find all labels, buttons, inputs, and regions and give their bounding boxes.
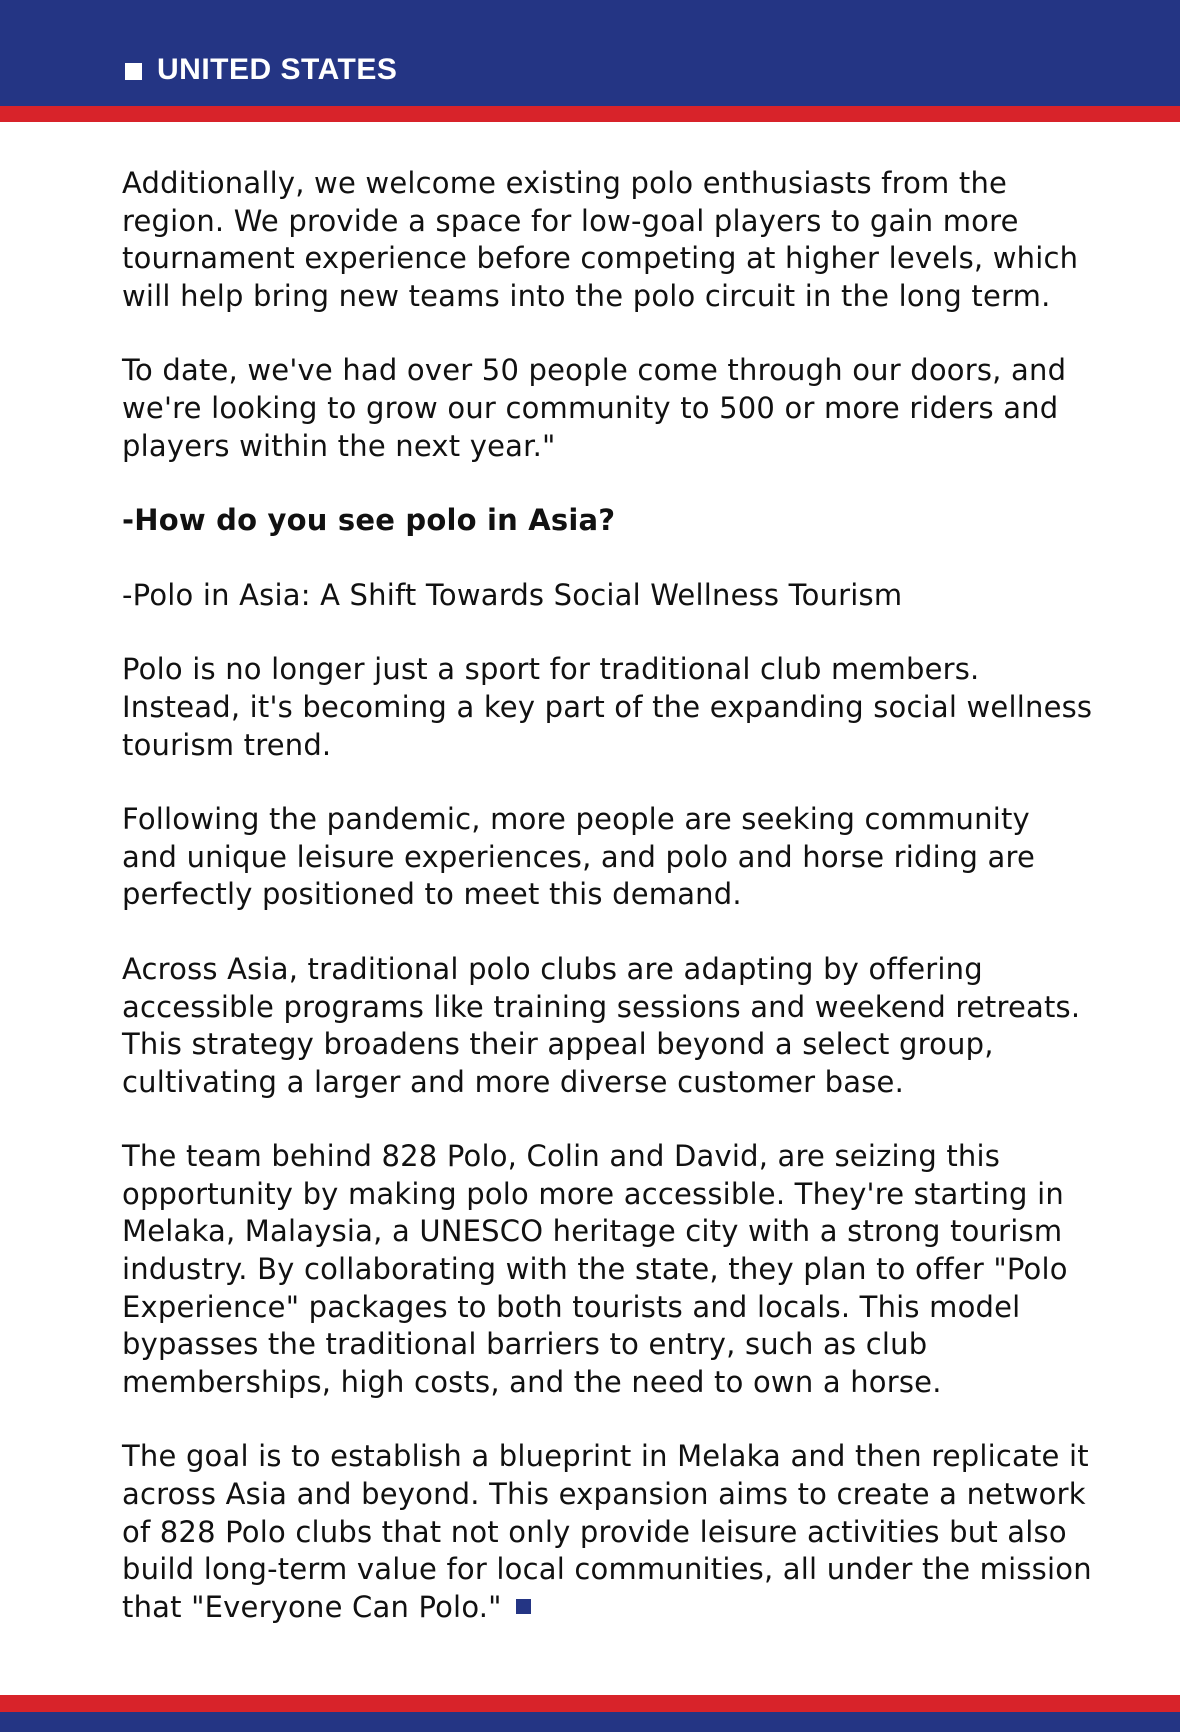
end-of-article-square-icon — [516, 1599, 531, 1614]
article-body — [122, 165, 1122, 1663]
header-red-stripe — [0, 106, 1180, 122]
footer-band — [0, 1712, 1180, 1732]
interview-question: -How do you see polo in Asia? — [122, 503, 616, 538]
paragraph: Polo is no longer just a sport for traditional club members. Instead, it's becoming a key part of the expanding social wellness tourism trend. — [122, 652, 1093, 762]
paragraph: Additionally, we welcome existing polo enthusiasts from the region. We provide a space for low-goal players to gain more tournament experience before competing at higher levels, which will help bring new teams into the polo circuit in the long term. — [122, 166, 1079, 313]
paragraph: To date, we've had over 50 people come through our doors, and we're looking to grow our community to 500 or more riders and players within the next year." — [122, 353, 1067, 463]
final-paragraph — [122, 1438, 1122, 1626]
paragraph: The team behind 828 Polo, Colin and David, are seizing this opportunity by making polo more accessible. They're starting in Melaka, Malaysia, a UNESCO heritage city with a strong tourism industry. By collaborating with the state, they plan to offer "Polo Experience" packages to both tourists and locals. This model bypasses the traditional barriers to entry, such as club memberships, high costs, and the need to own a horse. — [122, 1139, 1068, 1399]
answer-heading: -Polo in Asia: A Shift Towards Social Wellness Tourism — [122, 577, 903, 612]
paragraph: Following the pandemic, more people are seeking community and unique leisure experiences, and polo and horse riding are perfectly positioned to meet this demand. — [122, 802, 1035, 912]
footer-red-stripe — [0, 1695, 1180, 1712]
paragraph: Across Asia, traditional polo clubs are adapting by offering accessible programs like training sessions and weekend retreats. This strategy broadens their appeal beyond a select group, cultivating a larger and more diverse customer base. — [122, 951, 1081, 1099]
section-label: UNITED STATES — [157, 53, 398, 86]
final-paragraph-text: The goal is to establish a blueprint in Melaka and then replicate it across Asia and beyond. This expansion aims to create a network of 828 Polo clubs that not only provide leisure activities but also build long-term value for local communities, all under the mission that "Everyone Can Polo." — [122, 1439, 1092, 1624]
white-square-icon — [125, 63, 142, 80]
